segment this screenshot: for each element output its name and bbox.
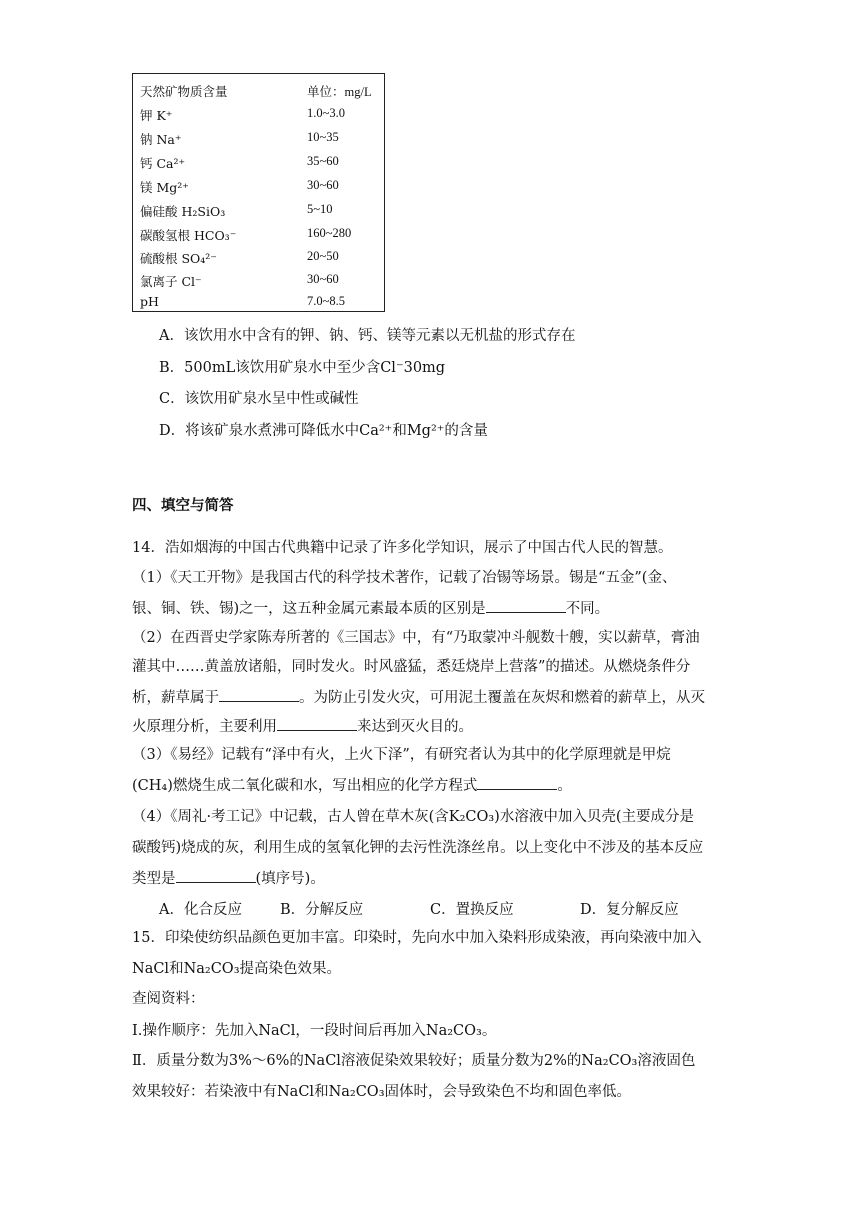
table-cell-name: 钾 K⁺ [140,108,173,123]
table-row [140,106,380,126]
q14-part2-line4-text: 火原理分析，主要利用 [132,719,277,735]
table-row [140,130,380,150]
table-cell-value: 7.0~8.5 [307,294,346,308]
table-cell-value: 1.0~3.0 [307,106,346,120]
q15-line2: NaCl和Na₂CO₃提高染色效果。 [132,961,342,977]
q14-option-b: B．分解反应 [280,902,364,918]
table-cell-value: 30~60 [307,272,339,286]
q14-part4-line3-text: 类型是 [132,871,176,887]
q14-intro: 14．浩如烟海的中国古代典籍中记录了许多化学知识，展示了中国古代人民的智慧。 [132,540,673,556]
table-row [140,272,380,292]
answer-blank[interactable] [477,775,557,790]
answer-blank[interactable] [486,598,566,613]
q13-option-a: A．该饮用水中含有的钾、钠、钙、镁等元素以无机盐的形式存在 [159,328,576,344]
q14-part4-line3 [132,868,325,889]
q15-line5: Ⅱ．质量分数为3%～6%的NaCl溶液促染效果较好；质量分数为2%的Na₂CO₃溶液固色 [132,1053,696,1069]
q14-part4-line3-tail: (填序号)。 [255,871,325,887]
q14-part1-line2 [132,598,609,619]
table-cell-name: 钠 Na⁺ [140,132,182,147]
q14-part3-line2-text: (CH₄)燃烧生成二氧化碳和水，写出相应的化学方程式 [132,778,478,794]
q14-part2-line2: 灌其中……黄盖放诸船，同时发火。时风盛猛，悉廷烧岸上营落”的描述。从燃烧条件分 [132,659,691,675]
table-cell-value: 160~280 [307,226,352,240]
table-cell-name: 镁 Mg²⁺ [140,180,189,195]
table-cell-name: 硫酸根 SO₄²⁻ [140,251,217,266]
q14-part4-line2: 碳酸钙)烧成的灰，利用生成的氢氧化钾的去污性洗涤丝帛。以上变化中不涉及的基本反应 [132,840,704,856]
q14-part2-line1: （2）在西晋史学家陈寿所著的《三国志》中，有“乃取蒙冲斗舰数十艘，实以薪草，膏油 [132,630,700,646]
q14-part2-line3-text: 析，薪草属于 [132,690,219,706]
q14-part3-line2 [132,775,572,796]
table-cell-name: 偏硅酸 H₂SiO₃ [140,204,226,219]
table-cell-name: 钙 Ca²⁺ [140,156,186,171]
q14-part2-line4 [132,716,473,737]
answer-blank[interactable] [277,716,357,731]
q14-option-c: C．置换反应 [430,902,514,918]
answer-blank[interactable] [176,868,256,883]
table-cell-name: 氯离子 Cl⁻ [140,274,202,289]
table-row [140,226,380,246]
q14-part1-line2-text: 银、铜、铁、锡)之一，这五种金属元素最本质的区别是 [132,601,486,617]
table-row [140,154,380,174]
q14-part1-line1: （1）《天工开物》是我国古代的科学技术著作，记载了冶锡等场景。锡是“五金”(金、 [132,570,677,586]
table-header-right: 单位：mg/L [307,85,372,99]
table-cell-name: 碳酸氢根 HCO₃⁻ [140,228,237,243]
q14-part1-line2-tail: 不同。 [565,601,610,617]
table-cell-name: pH [140,294,159,309]
answer-blank[interactable] [219,687,299,702]
q15-line1: 15．印染使纺织品颜色更加丰富。印染时，先向水中加入染料形成染液，再向染液中加入 [132,930,702,946]
table-row [140,178,380,198]
table-cell-value: 5~10 [307,202,333,216]
table-cell-value: 30~60 [307,178,339,192]
table-row [140,294,380,314]
table-header-row [140,82,380,102]
q13-option-c: C．该饮用矿泉水呈中性或碱性 [159,391,359,407]
q14-part3-line1: （3）《易经》记载有“泽中有火，上火下泽”，有研究者认为其中的化学原理就是甲烷 [132,747,671,763]
q14-part2-line4-tail: 来达到灭火目的。 [357,719,473,735]
q13-option-d: D．将该矿泉水煮沸可降低水中Ca²⁺和Mg²⁺的含量 [159,423,488,439]
q14-part2-line3 [132,687,705,708]
table-cell-value: 10~35 [307,130,339,144]
q14-part2-line3-tail: 。为防止引发火灾，可用泥土覆盖在灰烬和燃着的薪草上，从灭 [299,690,705,706]
q15-line6: 效果较好：若染液中有NaCl和Na₂CO₃固体时，会导致染色不均和固色率低。 [132,1084,632,1100]
table-row [140,202,380,222]
q13-option-b: B．500mL该饮用矿泉水中至少含Cl⁻30mg [159,360,446,376]
q14-option-a: A．化合反应 [159,902,242,918]
q15-line4: I.操作顺序：先加入NaCl，一段时间后再加入Na₂CO₃。 [132,1023,497,1039]
table-header-left: 天然矿物质含量 [140,84,228,99]
q14-part4-line1: （4）《周礼·考工记》中记载，古人曾在草木灰(含K₂CO₃)水溶液中加入贝壳(主要成分是 [132,809,694,825]
q14-part3-line2-tail: 。 [557,778,572,794]
table-cell-value: 35~60 [307,154,339,168]
table-row [140,249,380,269]
section-heading: 四、填空与简答 [132,498,234,514]
mineral-content-table [132,73,385,312]
q15-line3: 查阅资料： [132,991,205,1007]
q14-option-d: D．复分解反应 [580,902,679,918]
table-cell-value: 20~50 [307,249,339,263]
